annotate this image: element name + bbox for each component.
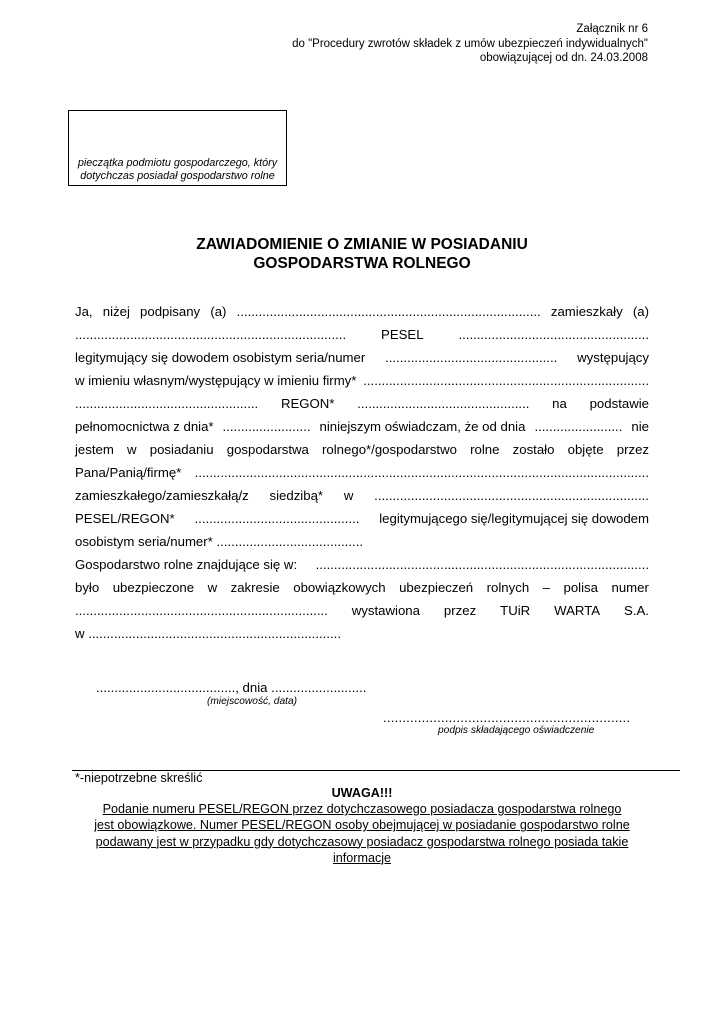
- effective-date: obowiązującej od dn. 24.03.2008: [479, 52, 648, 64]
- body-line-8: Pana/Panią/firmę* ............................................................................................................................: [75, 461, 649, 484]
- body-line-15: [75, 622, 649, 645]
- declaration-body: [75, 300, 649, 645]
- procedure-reference: do "Procedury zwrotów składek z umów ubezpieczeń indywidualnych": [292, 37, 648, 50]
- policy-number-field[interactable]: .....................................................................: [75, 603, 328, 618]
- place-date-field[interactable]: ......................................, dnia ..........................: [96, 680, 367, 695]
- attachment-number: Załącznik nr 6: [576, 23, 648, 35]
- signature-line[interactable]: ................................................................: [383, 710, 631, 725]
- stamp-box: [68, 110, 287, 186]
- pesel-field[interactable]: ....................................................: [458, 327, 649, 342]
- company-field[interactable]: ..............................................................................: [363, 373, 649, 388]
- body-line-9: zamieszkałego/zamieszkałą/z siedzibą* w ...........................................................................: [75, 484, 649, 507]
- power-of-attorney-date-field[interactable]: ........................: [222, 419, 311, 434]
- new-owner-pesel-regon-field[interactable]: .............................................: [194, 511, 360, 526]
- footnote: *-niepotrzebne skreślić: [75, 771, 203, 785]
- new-owner-address-field[interactable]: ...........................................................................: [374, 488, 649, 503]
- address-field[interactable]: ..........................................................................: [75, 327, 347, 342]
- body-line-4: w imieniu własnym/występujący w imieniu firmy* ..............................................................................: [75, 369, 649, 392]
- body-line-12: Gospodarstwo rolne znajdujące się w: ...........................................................................................: [75, 553, 649, 576]
- new-owner-id-card-field[interactable]: ........................................: [216, 534, 364, 549]
- body-line-3: legitymujący się dowodem osobistym seria/numer ............................................... występujący: [75, 346, 649, 369]
- body-line-2: .......................................................................... PESEL ....................................................: [75, 323, 649, 346]
- document-title: ZAWIADOMIENIE O ZMIANIE W POSIADANIU GOSPODARSTWA ROLNEGO: [196, 236, 528, 272]
- body-line-5: .................................................. REGON* ............................................... na podstawie: [75, 392, 649, 415]
- body-line-11: osobistym seria/numer* ........................................: [75, 534, 364, 549]
- since-date-field[interactable]: ........................: [534, 419, 623, 434]
- attachment-header: [292, 22, 648, 66]
- signature-caption: podpis składającego oświadczenie: [438, 725, 595, 736]
- regon-field[interactable]: ...............................................: [357, 396, 530, 411]
- body-line-10: PESEL/REGON* ............................................. legitymującego się/legitymującej się dowodem: [75, 507, 649, 530]
- place-date-caption: (miejscowość, data): [207, 696, 298, 707]
- stamp-caption: pieczątka podmiotu gospodarczego, który dotychczas posiadał gospodarstwo rolne: [77, 157, 278, 182]
- body-line-14: ..................................................................... wystawiona przez TUiR WARTA S.A.: [75, 599, 649, 622]
- body-line-6: pełnomocnictwa z dnia* ........................ niniejszym oświadczam, że od dnia ........................ nie: [75, 415, 649, 438]
- body-line-1: Ja, niżej podpisany (a) ................................................................................... zamieszkały (a): [75, 300, 649, 323]
- body-line-13: było ubezpieczone w zakresie obowiązkowych ubezpieczeń rolnych – polisa numer: [75, 580, 649, 595]
- issue-place-field[interactable]: w .....................................................................: [75, 626, 341, 641]
- id-card-field[interactable]: ...............................................: [385, 350, 558, 365]
- company-continued-field[interactable]: ..................................................: [75, 396, 259, 411]
- warning-title: UWAGA!!!: [331, 786, 393, 800]
- new-owner-field[interactable]: ............................................................................................................................: [194, 465, 649, 480]
- farm-location-field[interactable]: ...........................................................................................: [315, 557, 649, 572]
- body-line-7: jestem w posiadaniu gospodarstwa rolnego*/gospodarstwo rolne zostało objęte przez: [75, 442, 649, 457]
- warning-text: Podanie numeru PESEL/REGON przez dotychczasowego posiadacza gospodarstwa rolnego jest obowiązkowe. Numer PESEL/REGON osoby obejmującej w posiadanie gospodarstwo rolne podawany jest w przypadku gdy dotychczasowy posiadacz gospodarstwa rolnego posiada takie informacje: [94, 802, 630, 865]
- name-field[interactable]: ...................................................................................: [236, 304, 541, 319]
